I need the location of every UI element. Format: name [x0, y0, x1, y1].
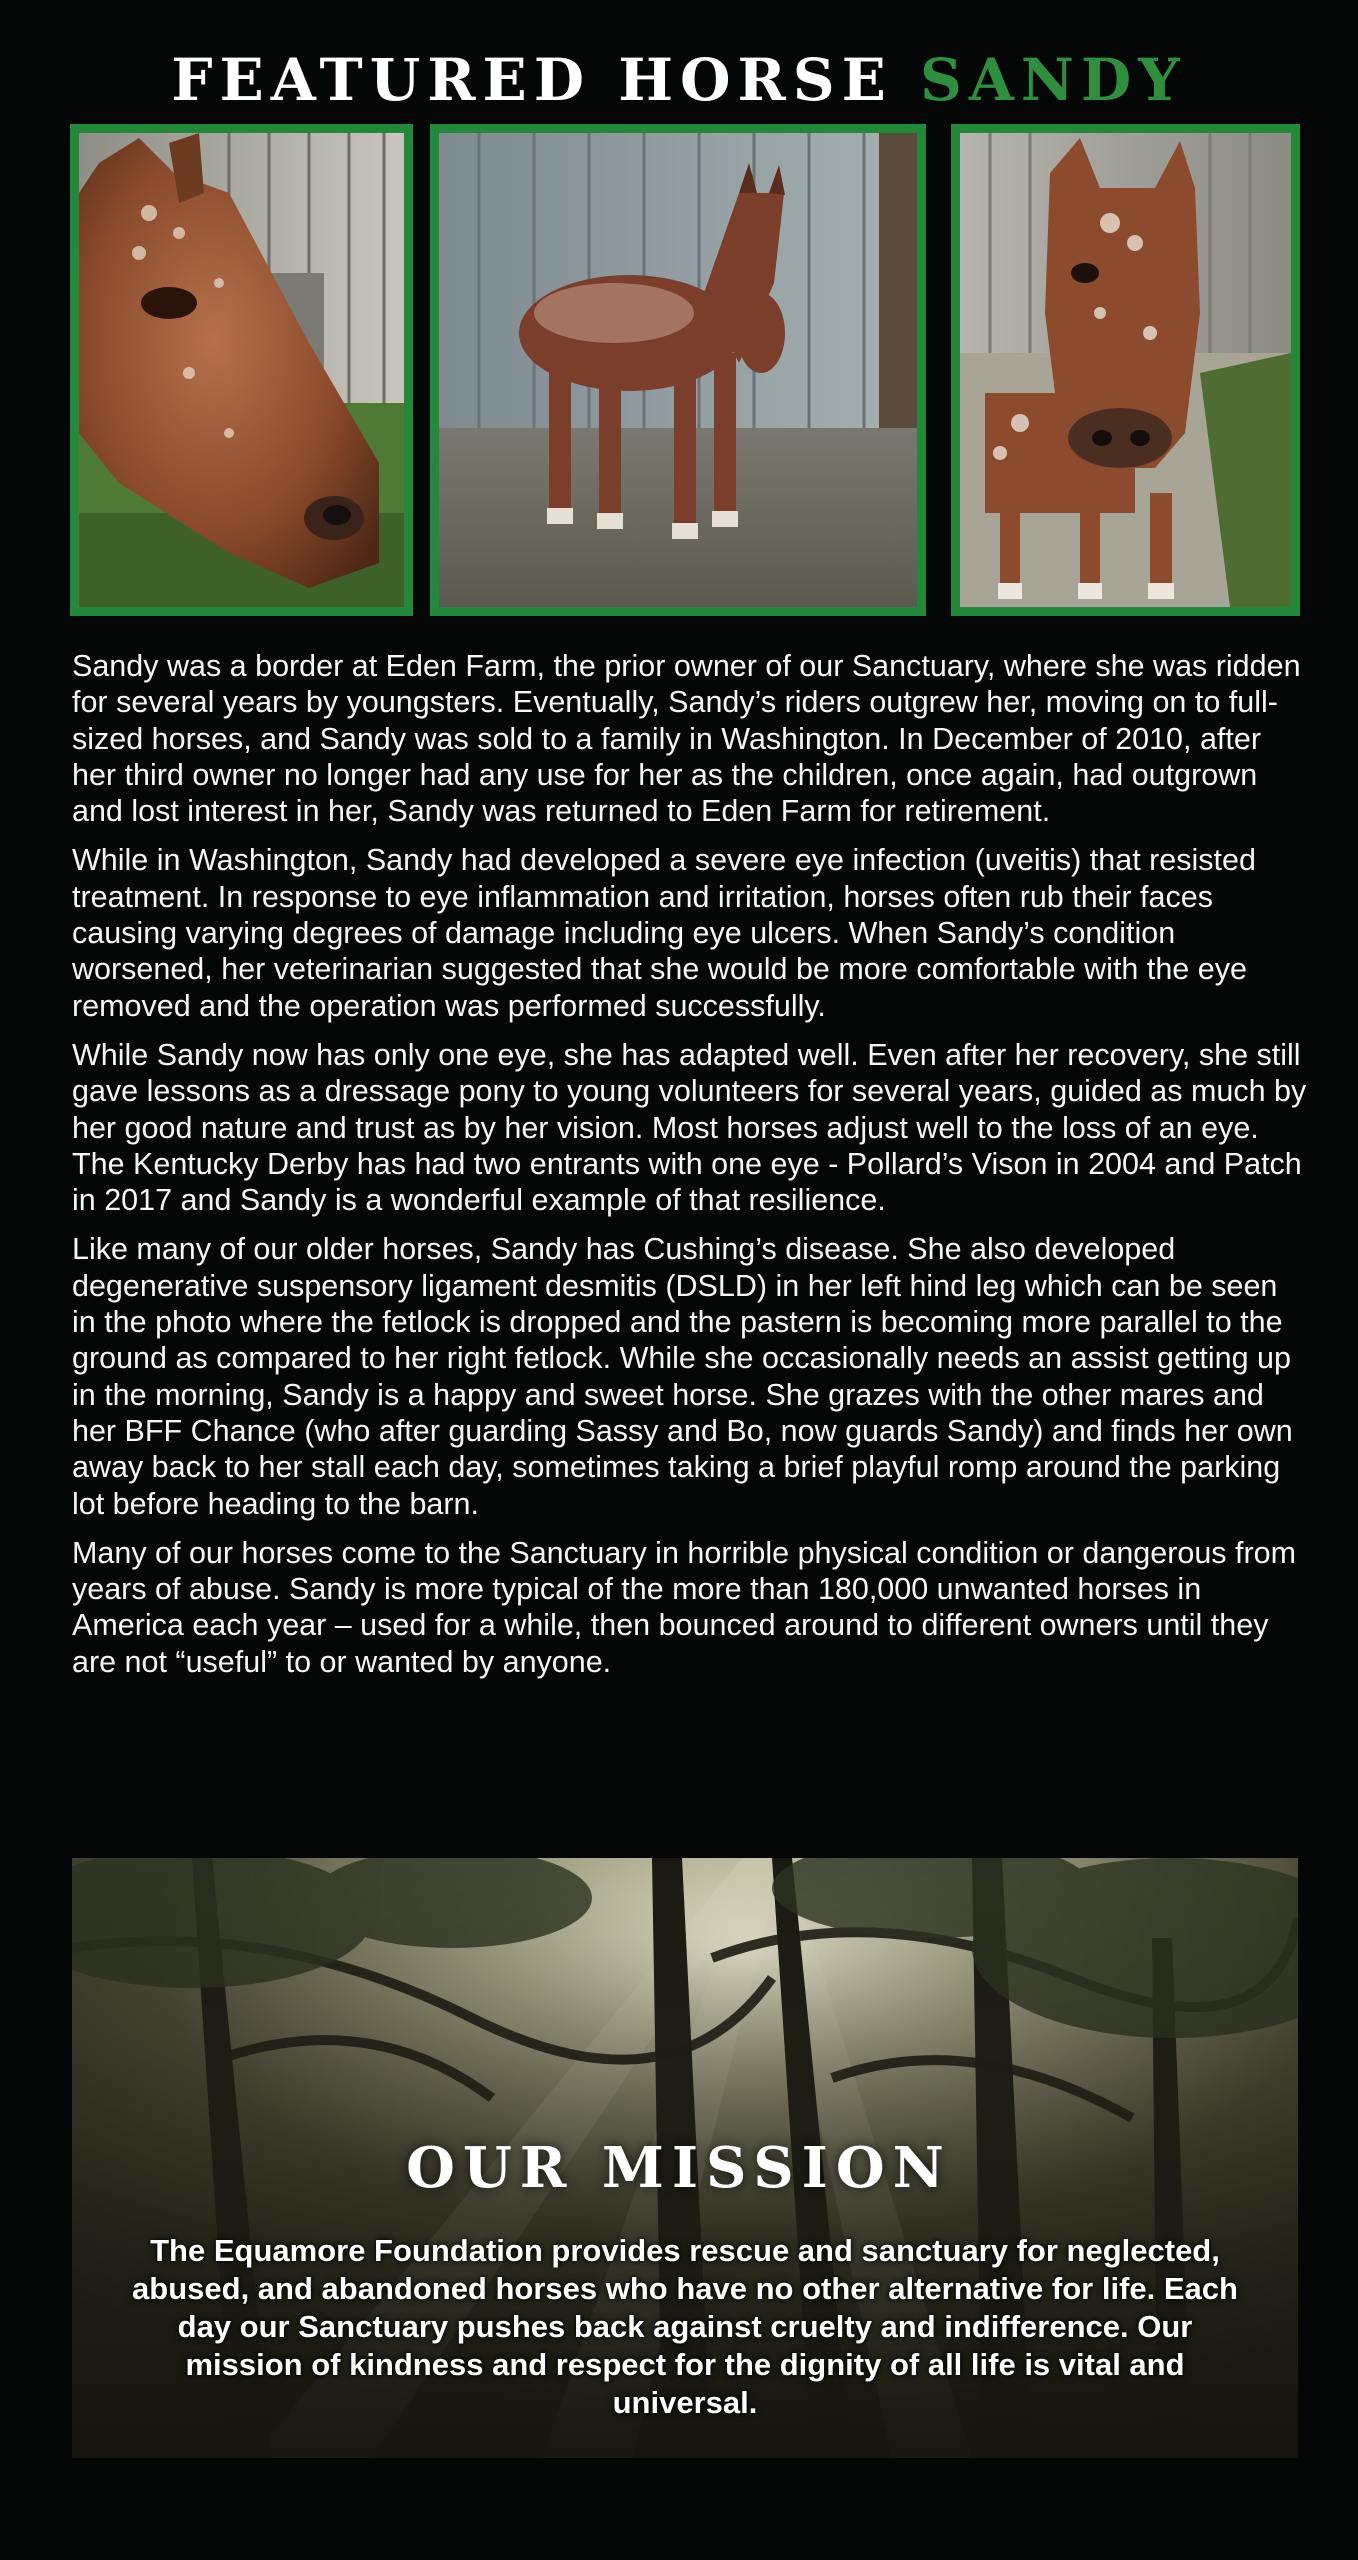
story-paragraph: While Sandy now has only one eye, she has adapted well. Even after her recovery, she still gave lessons as a dressage pony to young volunteers for several years, guided as much by her good nature and trust as by her vision. Most horses adjust well to the loss of an eye. The Kentucky Derby has had two entrants with one eye - Pollard’s Vison in 2004 and Patch in 2017 and Sandy is a wonderful example of that resilience. [72, 1037, 1307, 1218]
horse-photo-standing [430, 124, 926, 616]
title-main: FEATURED HORSE [171, 46, 893, 114]
story-paragraph: Many of our horses come to the Sanctuary in horrible physical condition or dangerous from years of abuse. Sandy is more typical of the more than 180,000 unwanted horses in America each year – used for a while, then bounced around to different owners until they are not “useful” to or wanted by anyone. [72, 1535, 1297, 1679]
horse-story [72, 648, 1308, 1693]
horse-standing-image [439, 133, 917, 607]
story-paragraph: While in Washington, Sandy had developed a severe eye infection (uveitis) that resisted treatment. In response to eye inflammation and irritation, horses often rub their faces causing varying degrees of damage including eye ulcers. When Sandy’s condition worsened, her veterinarian suggested that she would be more comfortable with the eye removed and the operation was performed successfully. [72, 843, 1256, 1023]
horse-photo-facing [951, 124, 1300, 616]
horse-photo-closeup [70, 124, 413, 616]
mission-statement: The Equamore Foundation provides rescue and sanctuary for neglected, abused, and abandoned horses who have no other alternative for life. Each day our Sanctuary pushes back against cruelty and indifference. Our mission of kindness and respect for the dignity of all life is vital and universal. [132, 2233, 1238, 2420]
story-paragraph: Like many of our older horses, Sandy has Cushing’s disease. She also developed degenerative suspensory ligament desmitis (DSLD) in her left hind leg which can be seen in the photo where the fetlock is dropped and the pastern is becoming more parallel to the ground as compared to her right fetlock. While she occasionally needs an assist getting up in the morning, Sandy is a happy and sweet horse. She grazes with the other mares and her BFF Chance (who after guarding Sassy and Bo, now guards Sandy) and finds her own away back to her stall each day, sometimes taking a brief playful romp around the parking lot before heading to the barn. [72, 1232, 1293, 1521]
title-horse-name: SANDY [920, 46, 1187, 114]
mission-title: OUR MISSION [406, 2135, 952, 2201]
story-paragraph: Sandy was a border at Eden Farm, the prior owner of our Sanctuary, where she was ridden for several years by youngsters. Eventually, Sandy’s riders outgrew her, moving on to full-sized horses, and Sandy was sold to a family in Washington. In December of 2010, after her third owner no longer had any use for her as the children, once again, had outgrown and lost interest in her, Sandy was returned to Eden Farm for retirement. [72, 649, 1301, 829]
horse-closeup-image [79, 133, 404, 607]
page-title [0, 44, 1358, 116]
horse-facing-image [960, 133, 1291, 607]
